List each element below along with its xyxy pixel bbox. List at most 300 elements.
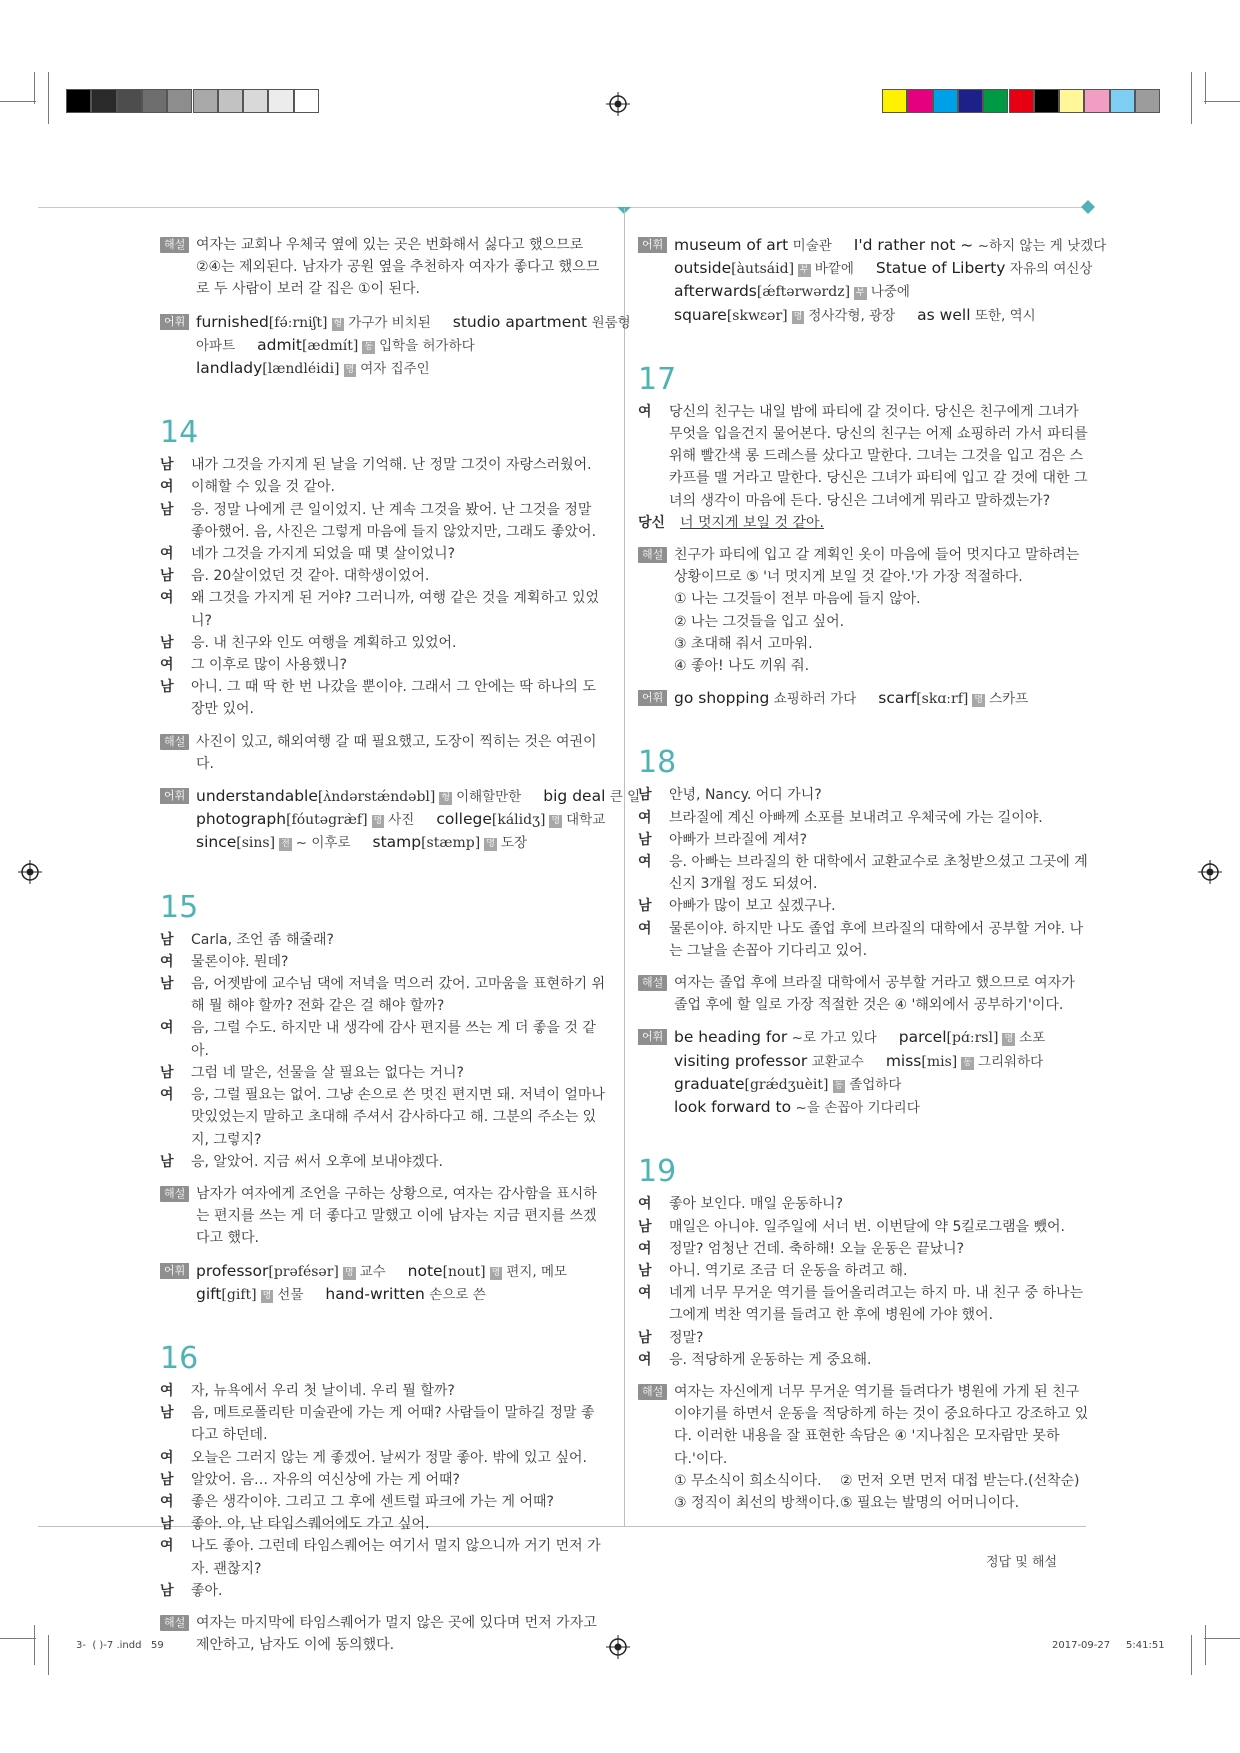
part-of-speech-badge: 전	[281, 839, 290, 850]
speaker-label: 남	[638, 898, 652, 915]
speaker-label: 남	[160, 679, 174, 696]
dialogue-line	[160, 1402, 608, 1446]
vocab-meaning: 쇼핑하러 가다	[773, 691, 857, 708]
speaker-label: 남	[638, 1262, 652, 1279]
speaker-label: 여	[160, 1493, 174, 1510]
dialogue-line	[638, 918, 1090, 962]
right-column	[638, 234, 1107, 1514]
page-label: 정답 및 해설	[986, 1555, 1058, 1570]
dialogue-text: 네게 너무 무거운 역기를 들어올리려고는 하지 마. 내 친구 중 하나는 그에게 벅찬 역기를 들려고 한 후에 병원에 가야 했어.	[669, 1285, 1084, 1324]
dialogue-line	[638, 807, 1090, 829]
speaker-label: 남	[160, 457, 174, 474]
dialogue-text: 오늘은 그러지 않는 게 좋겠어. 날씨가 정말 좋아. 밖에 있고 싶어.	[191, 1449, 587, 1466]
print-time: 5:41:51	[1126, 1640, 1165, 1651]
dialogue-text: 아빠가 많이 보고 싶겠구나.	[669, 898, 836, 915]
crop-mark	[1191, 1635, 1192, 1675]
speaker-label: 여	[160, 479, 174, 496]
speaker-label: 여	[160, 1538, 174, 1555]
vocab-item	[899, 1030, 1045, 1046]
registration-mark-icon	[18, 860, 42, 884]
vocab-row	[674, 1026, 1090, 1049]
dialogue-text: 응. 아빠는 브라질의 한 대학에서 교환교수로 초청받으셨고 그곳에 계신지 3개월 정도 되셨어.	[669, 854, 1088, 893]
vocab-meaning: 대학교	[566, 812, 606, 829]
vocab-phonetic: [mis]	[921, 1053, 958, 1070]
crop-mark	[1204, 101, 1240, 102]
vocab-tag: 어휘	[160, 314, 189, 330]
dialogue-line	[160, 1580, 608, 1602]
vocab-item	[674, 1100, 920, 1116]
option-5: ⑤ 필요는 발명의 어머니이다.	[840, 1494, 1020, 1511]
explanation-tag: 해설	[160, 1186, 189, 1202]
vocab-row	[674, 1073, 1090, 1096]
gray-swatch	[66, 89, 91, 113]
vocab-phonetic: [àutsáid]	[731, 261, 795, 278]
dialogue-text: 응. 정말 나에게 큰 일이었지. 난 계속 그것을 봤어. 난 그것을 정말 좋아했어. 음, 사진은 그렇게 마음에 들지 않았지만, 그래도 좋았어.	[191, 501, 597, 540]
dialogue-line	[638, 1216, 1090, 1238]
option-1: ① 무소식이 희소식이다.	[674, 1472, 822, 1489]
vocab-word: be heading for	[674, 1028, 788, 1047]
gray-swatch	[142, 89, 167, 113]
explanation-13	[160, 234, 608, 301]
option-2: ② 먼저 오면 먼저 대접 받는다.(선착순)	[840, 1472, 1080, 1489]
vocab-item	[196, 338, 235, 354]
dialogue-15	[160, 929, 608, 1173]
vocab-meaning: 선물	[277, 1286, 304, 1303]
color-swatch	[907, 89, 932, 113]
vocab-word: scarf	[878, 689, 917, 708]
dialogue-line	[160, 1513, 608, 1535]
vocab-meaning: 손으로 쓴	[429, 1286, 486, 1303]
dialogue-text: 알았어. 음… 자유의 여신상에 가는 게 어때?	[191, 1471, 460, 1488]
vocab-meaning: ~로 가고 있다	[791, 1030, 877, 1047]
dialogue-text: 좋아. 아, 난 타임스퀘어에도 가고 싶어.	[191, 1516, 430, 1533]
dialogue-text: 좋아.	[191, 1582, 223, 1599]
vocab-word: visiting professor	[674, 1051, 808, 1070]
speaker-label: 여	[160, 1382, 174, 1399]
dialogue-line	[160, 1535, 608, 1579]
vocab-word: square	[674, 305, 727, 324]
dialogue-line	[160, 676, 608, 720]
speaker-label: 남	[160, 501, 174, 518]
question-number-16: 16	[160, 1340, 199, 1376]
part-of-speech-badge: 동	[834, 1080, 844, 1091]
vocab-row	[196, 1283, 608, 1306]
vocab-phonetic: [skɑːrf]	[916, 691, 969, 708]
vocab-phonetic: [skwɛər]	[726, 307, 788, 324]
vocab-item	[674, 691, 856, 707]
vocab-row	[674, 234, 1107, 257]
vocab-item	[436, 812, 605, 828]
speaker-label: 남	[160, 1516, 174, 1533]
speaker-label: 남	[160, 1153, 174, 1170]
dialogue-line	[638, 1260, 1090, 1282]
dialogue-line	[638, 851, 1090, 895]
vocab-item	[876, 261, 1093, 277]
vocab-meaning: 또한, 역시	[974, 307, 1036, 324]
dialogue-text: 물론이야. 뭔데?	[191, 953, 289, 970]
vocab-18	[638, 1026, 1090, 1119]
gray-swatch	[268, 89, 293, 113]
vocab-phonetic: [fə́ːrniʃt]	[268, 314, 328, 331]
vocab-meaning: 사진	[388, 812, 415, 829]
color-swatch	[1084, 89, 1109, 113]
gray-swatch	[218, 89, 243, 113]
vocab-phonetic: [ǽftərwərdz]	[756, 284, 851, 301]
vocab-item	[196, 835, 351, 851]
dialogue-text: 좋은 생각이야. 그리고 그 후에 센트럴 파크에 가는 게 어때?	[191, 1493, 554, 1510]
part-of-speech-badge: 명	[1004, 1034, 1014, 1045]
dialogue-text: 네가 그것을 가지게 되었을 때 몇 살이었니?	[191, 546, 456, 563]
vocab-item	[452, 312, 631, 331]
vocab-meaning: 아파트	[196, 337, 236, 354]
explanation-tag: 해설	[638, 1384, 667, 1400]
vocab-row	[196, 831, 608, 854]
color-swatch	[1110, 89, 1135, 113]
dialogue-text: 그럼 네 말은, 선물을 살 필요는 없다는 거니?	[191, 1064, 464, 1081]
speaker-label: 남	[160, 1064, 174, 1081]
vocab-tag: 어휘	[638, 237, 667, 253]
vocab-word: professor	[196, 1261, 269, 1280]
dialogue-line	[160, 1491, 608, 1513]
dialogue-text: 브라질에 계신 아빠께 소포를 보내려고 우체국에 가는 길이야.	[669, 809, 1043, 826]
vocab-word: photograph	[196, 810, 287, 829]
vocab-word: go shopping	[674, 689, 770, 708]
speaker-label: 여	[160, 1449, 174, 1466]
vocab-tag: 어휘	[638, 1029, 667, 1045]
vocab-phonetic: [ædmít]	[301, 337, 359, 354]
explanation-tag: 해설	[160, 734, 189, 750]
dialogue-line	[160, 499, 608, 543]
diamond-marker-icon	[1081, 200, 1095, 214]
speaker-label: 남	[638, 1329, 652, 1346]
dialogue-text: Carla, 조언 좀 해줄래?	[191, 931, 334, 948]
option-2: ② 나는 그것들을 입고 싶어.	[674, 613, 845, 630]
vocab-meaning: 입학을 허가하다	[379, 337, 475, 354]
explanation-text: 남자가 여자에게 조언을 구하는 상황으로, 여자는 감사함을 표시하는 편지를 쓰는 게 더 좋다고 말했고 이에 남자는 지금 편지를 쓰겠다고 했다.	[196, 1185, 597, 1247]
speaker-label: 남	[638, 1218, 652, 1235]
vocab-phonetic: [fóutəgræ̀f]	[286, 812, 368, 829]
vocab-item	[196, 361, 430, 377]
vocab-word: outside	[674, 259, 732, 278]
speaker-label: 여	[638, 809, 652, 826]
color-swatch	[958, 89, 983, 113]
dialogue-line	[160, 1084, 608, 1151]
vocab-item	[917, 305, 1036, 324]
gray-swatch	[91, 89, 116, 113]
dialogue-text: 그 이후로 많이 사용했니?	[191, 657, 348, 674]
part-of-speech-badge: 형	[333, 318, 343, 329]
vocab-15	[160, 1260, 608, 1306]
vocab-meaning: 바깥에	[814, 261, 854, 278]
speaker-label: 남	[638, 787, 652, 804]
vocab-word: parcel	[898, 1028, 947, 1047]
speaker-label: 여	[638, 1240, 652, 1257]
speaker-label: 남	[160, 1405, 174, 1422]
dialogue-line	[638, 1282, 1090, 1326]
vocab-word: admit	[257, 335, 302, 354]
dialogue-16	[160, 1380, 608, 1602]
explanation-text: 여자는 자신에게 너무 무거운 역기를 들려다가 병원에 가게 된 친구 이야기를 하면서 운동을 적당하게 하는 것이 중요하다고 강조하고 있다. 이러한 내용을 잘 표현한 속담은 ④ '지나침은 모자람만 못하다.'이다.	[674, 1383, 1089, 1467]
vocab-meaning: 교환교수	[811, 1053, 864, 1070]
vocab-item	[885, 1051, 1044, 1070]
dialogue-text: 안녕, Nancy. 어디 가니?	[669, 787, 822, 804]
explanation-14	[160, 731, 608, 775]
dialogue-line	[638, 1238, 1090, 1260]
option-4: ④ 좋아! 나도 끼워 줘.	[674, 658, 810, 675]
vocab-item	[543, 789, 640, 805]
dialogue-line	[160, 1469, 608, 1491]
vocab-meaning: ~ 이후로	[295, 835, 351, 852]
dialogue-line	[160, 565, 608, 587]
vocab-item	[196, 312, 431, 331]
vocab-item	[674, 261, 854, 277]
dialogue-line	[160, 654, 608, 676]
crop-mark	[1205, 72, 1206, 104]
registration-mark-icon	[606, 92, 630, 116]
part-of-speech-badge: 명	[262, 1290, 272, 1301]
dialogue-text: 왜 그것을 가지게 된 거야? 그러니까, 여행 같은 것을 계획하고 있었니?	[191, 590, 600, 629]
vocab-word: hand-written	[325, 1284, 425, 1303]
vocab-phonetic: [lændléidi]	[262, 361, 340, 378]
option-1: ① 나는 그것들이 전부 마음에 들지 않아.	[674, 591, 921, 608]
dialogue-18	[638, 784, 1090, 962]
crop-mark	[1191, 72, 1192, 124]
vocab-item	[674, 1074, 902, 1093]
dialogue-line	[160, 973, 608, 1017]
vocab-meaning: 이해할만한	[456, 789, 522, 806]
color-swatch	[1009, 89, 1034, 113]
explanation-text: 여자는 교회나 우체국 옆에 있는 곳은 번화해서 싫다고 했으므로 ②④는 제외된다. 남자가 공원 옆을 추천하자 여자가 좋다고 했으므로 두 사람이 보러 갈 집은 ①이 된다.	[196, 237, 600, 298]
dialogue-text: 음, 그럴 수도. 하지만 내 생각에 감사 편지를 쓰는 게 더 좋을 것 같아.	[191, 1020, 596, 1059]
dialogue-line	[160, 1151, 608, 1173]
vocab-phonetic: [gift]	[221, 1286, 257, 1303]
vocab-word: gift	[196, 1284, 222, 1303]
vocab-word: college	[436, 810, 492, 829]
vocab-phonetic: [ʌ̀ndərstǽndəbl]	[317, 789, 436, 806]
explanation-text: 사진이 있고, 해외여행 갈 때 필요했고, 도장이 찍히는 것은 여권이다.	[196, 733, 597, 772]
vocab-item	[674, 1030, 877, 1046]
question-number-17: 17	[638, 361, 677, 397]
crop-mark	[34, 72, 35, 104]
vocab-word: afterwards	[674, 282, 757, 301]
explanation-text: 여자는 졸업 후에 브라질 대학에서 공부할 거라고 했으므로 여자가 졸업 후에 할 일로 가장 적절한 것은 ④ '해외에서 공부하기'이다.	[674, 975, 1075, 1014]
part-of-speech-badge: 동	[963, 1057, 972, 1068]
vocab-meaning: 졸업하다	[849, 1076, 902, 1093]
dialogue-text: 응. 적당하게 운동하는 게 중요해.	[669, 1351, 872, 1368]
vocab-row	[674, 1096, 1090, 1119]
vocab-item	[196, 789, 521, 805]
explanation-tag: 해설	[638, 547, 667, 563]
vocab-row	[196, 357, 608, 380]
speaker-label: 여	[638, 1351, 652, 1368]
gray-swatch	[193, 89, 218, 113]
vocab-word: furnished	[196, 312, 269, 331]
vocab-phonetic: [prəfésər]	[268, 1263, 339, 1280]
explanation-tag: 해설	[638, 975, 667, 991]
question-number-15: 15	[160, 889, 199, 925]
vocab-item	[196, 1261, 386, 1280]
vocab-word: look forward to	[674, 1098, 792, 1117]
crop-mark	[1205, 1625, 1206, 1665]
dialogue-line	[638, 401, 1090, 512]
dialogue-text: 음, 어젯밤에 교수님 댁에 저녁을 먹으러 갔어. 고마움을 표현하기 위해 뭘 해야 할까? 전화 같은 걸 해야 할까?	[191, 976, 606, 1015]
vocab-item	[674, 238, 832, 254]
dialogue-text: 자, 뉴욕에서 우리 첫 날이네. 우리 뭘 할까?	[191, 1382, 455, 1399]
vocab-item	[674, 305, 896, 324]
explanation-tag: 해설	[160, 1615, 189, 1631]
vocab-meaning: 스카프	[989, 691, 1029, 708]
part-of-speech-badge: 부	[856, 288, 865, 299]
dialogue-line	[160, 951, 608, 973]
explanation-17	[638, 544, 1090, 677]
part-of-speech-badge: 명	[345, 365, 355, 376]
dialogue-text: 음. 20살이었던 것 같아. 대학생이었어.	[191, 568, 430, 585]
explanation-tag: 해설	[160, 237, 189, 253]
vocab-row	[674, 257, 1093, 280]
vocab-phonetic: [stæmp]	[421, 835, 481, 852]
vocab-row	[674, 1050, 1090, 1073]
vocab-phonetic: [nout]	[442, 1263, 486, 1280]
crop-mark	[48, 1635, 49, 1675]
question-number-14: 14	[160, 415, 199, 451]
color-swatch	[983, 89, 1008, 113]
crop-mark	[1204, 1638, 1240, 1639]
speaker-label: 여	[160, 546, 174, 563]
vocab-item	[373, 835, 528, 851]
crop-mark	[48, 72, 49, 124]
speaker-label: 남	[160, 634, 174, 651]
vocab-meaning: 나중에	[870, 284, 910, 301]
part-of-speech-badge: 명	[344, 1267, 354, 1278]
crop-mark	[0, 101, 36, 102]
vocab-meaning: 도장	[500, 835, 528, 852]
vocab-phonetic: [pɑ́ːrsl]	[946, 1030, 999, 1047]
vocab-meaning: 가구가 비치된	[348, 314, 431, 331]
vocab-14	[160, 785, 641, 855]
color-swatch	[933, 89, 958, 113]
gray-swatch	[117, 89, 142, 113]
dialogue-line	[160, 1380, 608, 1402]
dialogue-text: 물론이야. 하지만 나도 졸업 후에 브라질의 대학에서 공부할 거야. 나는 그날을 손꼽아 기다리고 있어.	[669, 920, 1084, 959]
option-3: ③ 초대해 줘서 고마워.	[674, 635, 813, 652]
vocab-meaning: 정사각형, 광장	[808, 307, 896, 324]
dialogue-text: 내가 그것을 가지게 된 날을 기억해. 난 정말 그것이 자랑스러웠어.	[191, 457, 592, 474]
speaker-label: 여	[160, 590, 174, 607]
vocab-tag: 어휘	[160, 1263, 189, 1279]
column-divider	[624, 208, 625, 1526]
vocab-row	[674, 280, 1090, 303]
gray-swatch	[243, 89, 268, 113]
vocab-row	[196, 808, 608, 831]
dialogue-text: 응. 내 친구와 인도 여행을 계획하고 있었어.	[191, 634, 457, 651]
part-of-speech-badge: 동	[364, 341, 374, 352]
option-3: ③ 정직이 최선의 방책이다.	[674, 1494, 840, 1511]
crop-mark	[34, 1625, 35, 1665]
vocab-word: I'd rather not ~	[853, 236, 974, 254]
vocab-word: museum of art	[674, 236, 789, 254]
vocab-item	[878, 691, 1028, 707]
vocab-word: since	[196, 833, 237, 852]
vocab-13	[160, 311, 631, 381]
dialogue-line	[638, 1349, 1090, 1371]
dialogue-text: 음, 메트로폴리탄 미술관에 가는 게 어때? 사람들이 말하길 정말 좋다고 하던데.	[191, 1405, 595, 1444]
vocab-word: big deal	[543, 787, 606, 806]
part-of-speech-badge: 명	[486, 839, 495, 850]
vocab-tag: 어휘	[638, 690, 667, 706]
vocab-meaning: 여자 집주인	[360, 361, 430, 378]
dialogue-line	[638, 895, 1090, 917]
part-of-speech-badge: 부	[800, 265, 809, 276]
color-swatch	[1034, 89, 1059, 113]
vocab-meaning: ~하지 않는 게 낫겠다	[977, 238, 1107, 254]
speaker-label: 당신	[638, 514, 666, 531]
vocab-17	[638, 687, 1090, 710]
explanation-15	[160, 1183, 608, 1250]
print-date: 2017-09-27	[1052, 1640, 1111, 1651]
speaker-label: 여	[638, 854, 652, 871]
speaker-label: 여	[160, 1087, 174, 1104]
vocab-word: Statue of Liberty	[875, 259, 1006, 278]
dialogue-text: 매일은 아니야. 일주일에 서너 번. 이번달에 약 5킬로그램을 뺐어.	[669, 1218, 1065, 1235]
vocab-item	[325, 1284, 486, 1303]
vocab-row	[196, 311, 631, 334]
dialogue-text: 응, 알았어. 지금 써서 오후에 보내야겠다.	[191, 1153, 443, 1170]
left-column	[160, 234, 641, 1656]
vocab-meaning: 소포	[1019, 1030, 1046, 1047]
dialogue-17	[638, 401, 1090, 534]
dialogue-19	[638, 1193, 1090, 1371]
dialogue-text: 좋아 보인다. 매일 운동하니?	[669, 1196, 843, 1213]
dialogue-line	[160, 1062, 608, 1084]
dialogue-text: 너 멋지게 보일 것 같아.	[680, 514, 824, 531]
vocab-item	[674, 1051, 864, 1070]
part-of-speech-badge: 명	[373, 816, 383, 827]
speaker-label: 남	[638, 831, 652, 848]
file-info: 3- ( )-7 .indd 59	[76, 1640, 164, 1651]
dialogue-line	[638, 512, 1090, 534]
dialogue-text: 당신의 친구는 내일 밤에 파티에 갈 것이다. 당신은 친구에게 그녀가 무엇을 입을건지 물어본다. 당신의 친구는 어제 쇼핑하러 가서 파티를 위해 빨간색 롱 드레스를 샀다고 말한다. 그녀는 그것을 입고 검은 스카프를 맬 거라고 말한다. 당신은 그녀가 파티에 입고 갈 것에 대한 그녀의 생각이 마음에 든다. 당신은 그녀에게 뭐라고 말하겠는가?	[669, 403, 1088, 509]
dialogue-line	[638, 1327, 1090, 1349]
vocab-word: understandable	[196, 787, 318, 806]
speaker-label: 남	[160, 1582, 174, 1599]
vocab-meaning: ~을 손꼽아 기다리다	[795, 1100, 920, 1117]
vocab-word: as well	[917, 305, 971, 324]
speaker-label: 여	[638, 403, 652, 420]
question-number-18: 18	[638, 745, 677, 781]
dialogue-line	[638, 1193, 1090, 1215]
vocab-item	[407, 1261, 568, 1280]
vocab-tag: 어휘	[160, 788, 189, 804]
dialogue-text: 이해할 수 있을 것 같아.	[191, 479, 335, 496]
speaker-label: 여	[638, 1285, 652, 1302]
dialogue-line	[160, 1017, 608, 1061]
speaker-label: 여	[160, 1020, 174, 1037]
explanation-19	[638, 1381, 1090, 1514]
vocab-meaning: 편지, 메모	[506, 1263, 568, 1280]
dialogue-14	[160, 454, 608, 720]
vocab-meaning: 미술관	[792, 238, 832, 254]
dialogue-text: 아니. 역기로 조금 더 운동을 하려고 해.	[669, 1262, 908, 1279]
dialogue-line	[160, 1447, 608, 1469]
dialogue-line	[638, 829, 1090, 851]
vocab-meaning: 자유의 여신상	[1009, 261, 1093, 278]
vocab-phonetic: [sins]	[236, 835, 276, 852]
vocab-word: miss	[885, 1051, 922, 1070]
speaker-label: 남	[160, 931, 174, 948]
part-of-speech-badge: 형	[441, 793, 451, 804]
vocab-item	[854, 238, 1106, 254]
question-number-19: 19	[638, 1154, 677, 1190]
